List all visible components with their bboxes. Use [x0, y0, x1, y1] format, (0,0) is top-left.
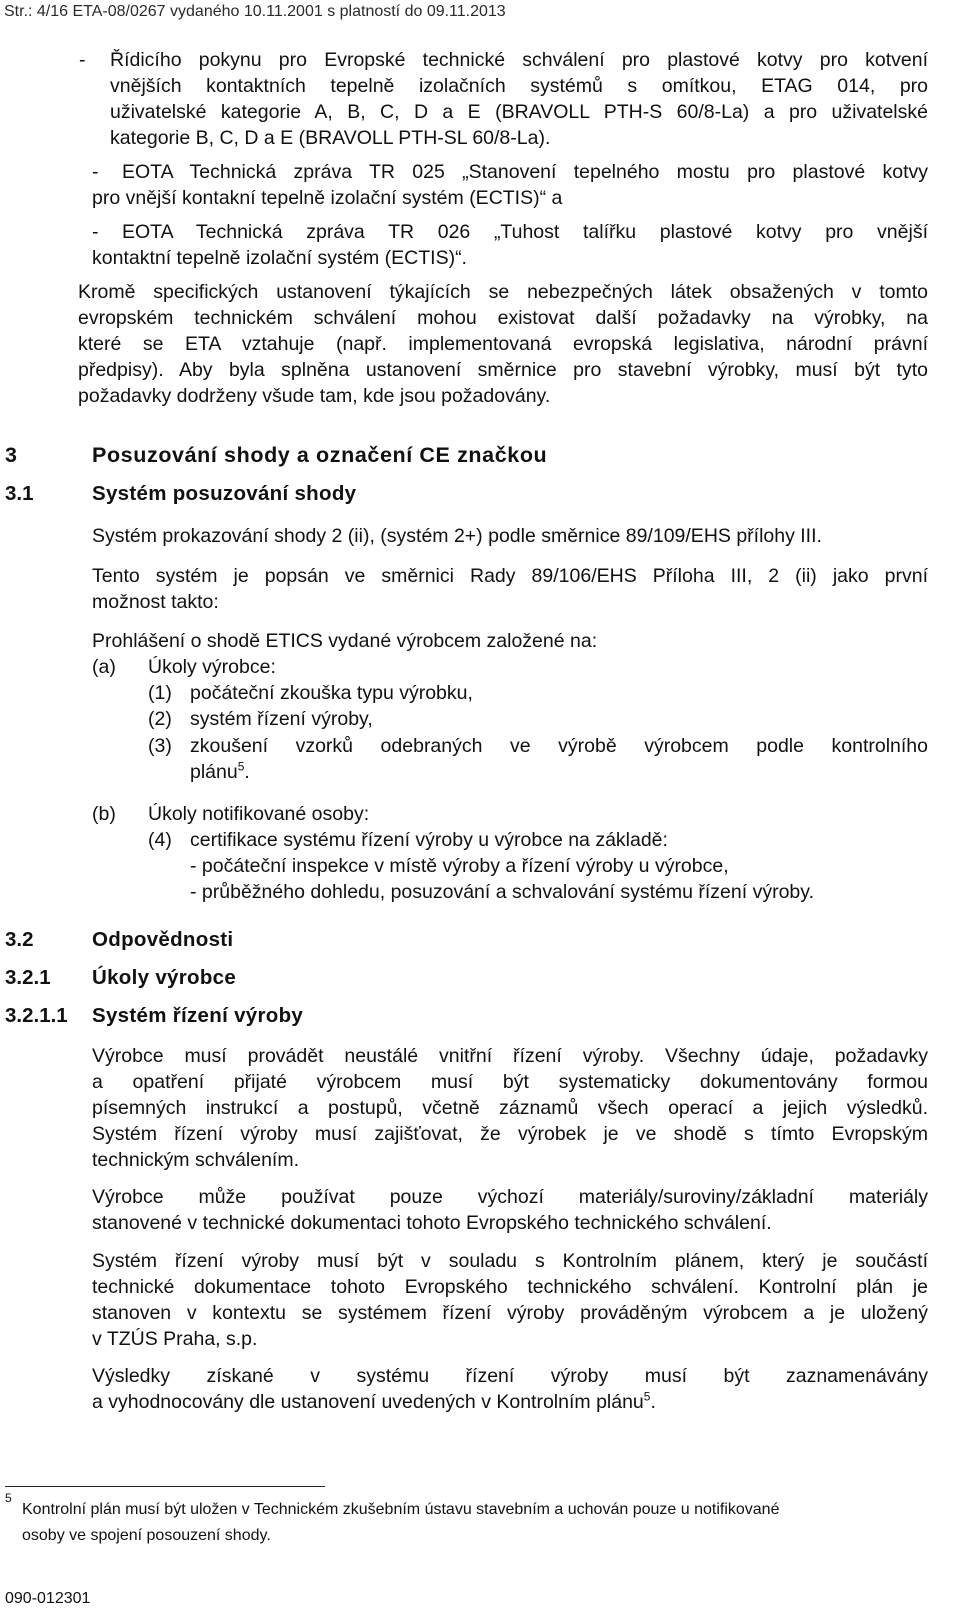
footnote-number: 5: [5, 1491, 12, 1505]
section-title: Systém posuzování shody: [92, 482, 357, 505]
task-title: Úkoly výrobce:: [148, 656, 276, 678]
task-item-number: (1): [148, 682, 172, 704]
task-item-text: plánu$^5$.: [190, 759, 250, 783]
task-label: (a): [92, 656, 116, 678]
paragraph-line: technické dokumentace tohoto Evropského technického schválení. Kontrolní plán je: [92, 1276, 928, 1298]
paragraph-line: evropském technickém schválení mohou existovat další požadavky na výrobky, na: [78, 307, 928, 329]
section-number: 3.2.1: [5, 966, 51, 989]
paragraph-line: Systém řízení výroby musí být v souladu s Kontrolním plánem, který je součástí: [92, 1250, 928, 1272]
paragraph-prohlaseni: Prohlášení o shodě ETICS vydané výrobcem založené na:: [92, 630, 598, 652]
paragraph-line: požadavky dodrženy všude tam, kde jsou požadovány.: [78, 385, 551, 407]
list-dash: -: [79, 49, 86, 71]
list-item-tr025-line: pro vnější kontakní tepelně izolační systém (ECTIS)“ a: [92, 187, 563, 209]
task-item-text: systém řízení výroby,: [190, 708, 373, 730]
footnote-line: Kontrolní plán musí být uložen v Technickém zkušebním ústavu stavebním a uchován pouze u notifikované: [22, 1501, 780, 1518]
list-dash: -: [92, 221, 99, 243]
task-title: Úkoly notifikované osoby:: [148, 803, 370, 825]
page-footer-code: 090-012301: [5, 1590, 91, 1607]
paragraph-line: Tento systém je popsán ve směrnici Rady 89/106/EHS Příloha III, 2 (ii) jako první: [92, 565, 928, 587]
section-number: 3: [5, 443, 18, 467]
paragraph-line: a vyhodnocovány dle ustanovení uvedených v Kontrolním plánu$^5$.: [92, 1389, 656, 1413]
list-item-tr026-line: EOTA Technická zpráva TR 026 „Tuhost talířku plastové kotvy pro vnější: [122, 221, 928, 243]
section-number: 3.1: [5, 482, 34, 505]
footnote-ref: 5: [237, 759, 245, 774]
task-label: (b): [92, 803, 116, 825]
section-title: Odpovědnosti: [92, 928, 234, 951]
task-item-number: (2): [148, 708, 172, 730]
paragraph-line: Výsledky získané v systému řízení výroby musí být zaznamenávány: [92, 1365, 928, 1387]
task-item-number: (4): [148, 829, 172, 851]
section-number: 3.2: [5, 928, 34, 951]
list-dash: -: [92, 161, 99, 183]
section-title: Systém řízení výroby: [92, 1004, 304, 1027]
paragraph-line: Systém řízení výroby musí zajišťovat, že výrobek je ve shodě s tímto Evropským: [92, 1123, 928, 1145]
section-number: 3.2.1.1: [5, 1004, 68, 1027]
paragraph-line: možnost takto:: [92, 591, 219, 613]
paragraph-line: předpisy). Aby byla splněna ustanovení směrnice pro stavební výrobky, musí být tyto: [78, 359, 928, 381]
list-item-etag-line: Řídicího pokynu pro Evropské technické schválení pro plastové kotvy pro kotvení: [110, 49, 928, 71]
task-subitem: - počáteční inspekce v místě výroby a řízení výroby u výrobce,: [190, 855, 729, 877]
paragraph-line: Výrobce může používat pouze výchozí materiály/suroviny/základní materiály: [92, 1186, 928, 1208]
paragraph-line: písemných instrukcí a postupů, včetně záznamů všech operací a jejich výsledků.: [92, 1097, 928, 1119]
task-item-text: počáteční zkouška typu výrobku,: [190, 682, 473, 704]
list-item-etag-line: uživatelské kategorie A, B, C, D a E (BRAVOLL PTH-S 60/8-La) a pro uživatelské: [110, 101, 928, 123]
section-title: Posuzování shody a označení CE značkou: [92, 443, 548, 467]
footnote-text: [22, 1497, 902, 1549]
task-item-number: (3): [148, 735, 172, 757]
task-item-text: zkoušení vzorků odebraných ve výrobě výrobcem podle kontrolního: [190, 735, 928, 757]
task-item-text: certifikace systému řízení výroby u výrobce na základě:: [190, 829, 668, 851]
paragraph-line: Kromě specifických ustanovení týkajících se nebezpečných látek obsažených v tomto: [78, 281, 928, 303]
section-title: Úkoly výrobce: [92, 966, 237, 989]
task-subitem: - průběžného dohledu, posuzování a schvalování systému řízení výroby.: [190, 881, 814, 903]
paragraph-line: technickým schválením.: [92, 1149, 299, 1171]
list-item-tr026-line: kontaktní tepelně izolační systém (ECTIS)“.: [92, 247, 467, 269]
paragraph-line: v TZÚS Praha, s.p.: [92, 1328, 258, 1350]
paragraph-line: Výrobce musí provádět neustálé vnitřní řízení výroby. Všechny údaje, požadavky: [92, 1045, 928, 1067]
paragraph-line: které se ETA vztahuje (např. implementovaná evropská legislativa, národní právní: [78, 333, 928, 355]
paragraph-line: stanovené v technické dokumentaci tohoto Evropského technického schválení.: [92, 1212, 772, 1234]
page-header: Str.: 4/16 ETA-08/0267 vydaného 10.11.2001 s platností do 09.11.2013: [4, 3, 506, 20]
list-item-etag-line: vnějších kontaktních tepelně izolačních systémů s omítkou, ETAG 014, pro: [110, 75, 928, 97]
paragraph-system: Systém prokazování shody 2 (ii), (systém 2+) podle směrnice 89/109/EHS přílohy III.: [92, 525, 822, 547]
paragraph-line: a opatření přijaté výrobcem musí být systematicky dokumentovány formou: [92, 1071, 928, 1093]
footnote-line: osoby ve spojení posouzení shody.: [22, 1527, 271, 1544]
list-item-etag-line: kategorie B, C, D a E (BRAVOLL PTH-SL 60/8-La).: [110, 127, 551, 149]
footnote-ref: 5: [643, 1389, 651, 1404]
paragraph-line: stanoven v kontextu se systémem řízení výroby prováděným výrobcem a je uložený: [92, 1302, 928, 1324]
list-item-tr025-line: EOTA Technická zpráva TR 025 „Stanovení tepelného mostu pro plastové kotvy: [122, 161, 928, 183]
footnote-separator: [5, 1486, 325, 1487]
